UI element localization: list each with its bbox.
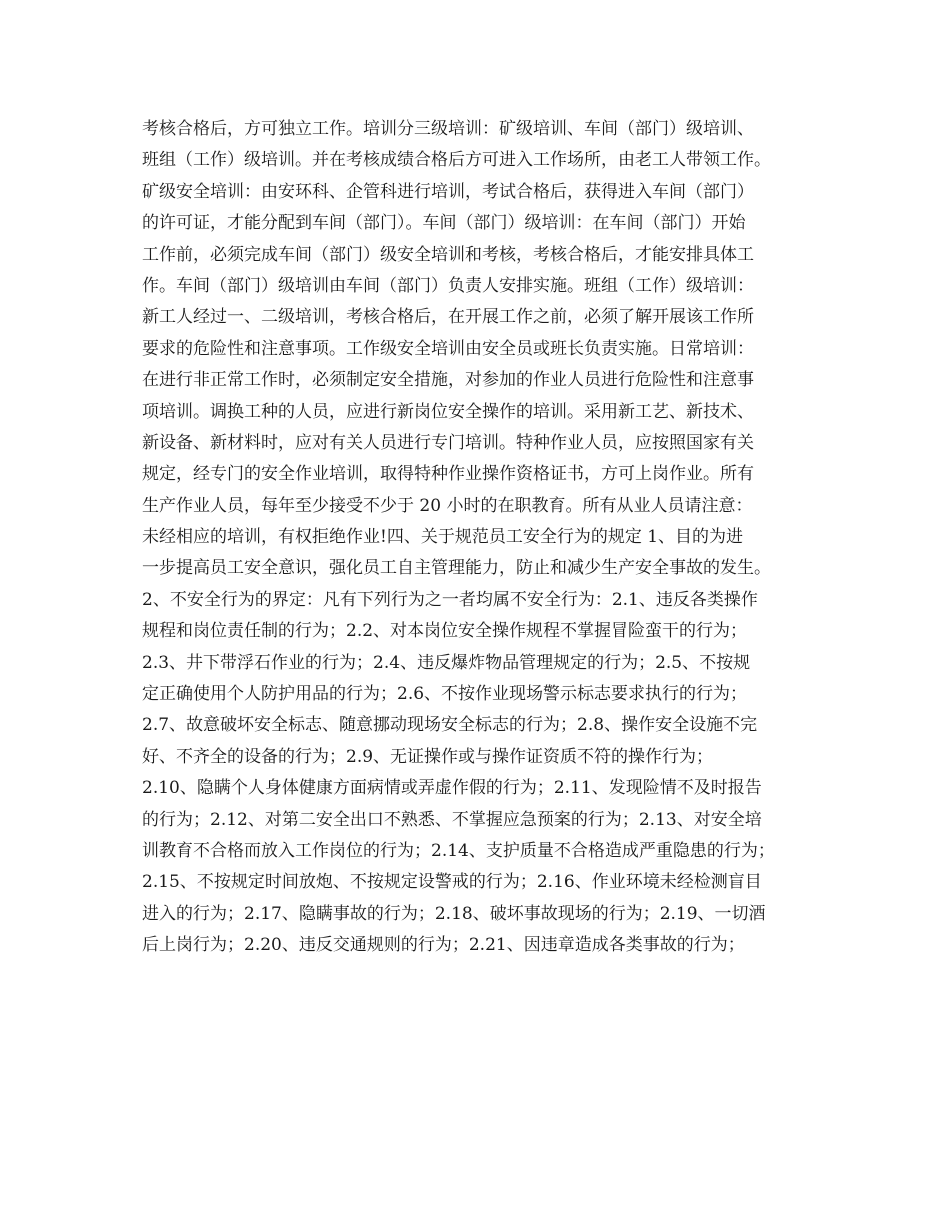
text-line: 考核合格后，方可独立工作。培训分三级培训：矿级培训、车间（部门）级培训、: [142, 119, 754, 139]
text-line: 在进行非正常工作时，必须制定安全措施，对参加的作业人员进行危险性和注意事: [142, 370, 754, 391]
text-line: 新设备、新材料时，应对有关人员进行专门培训。特种作业人员，应按照国家有关: [142, 432, 754, 453]
text-line: 要求的危险性和注意事项。工作级安全培训由安全员或班长负责实施。日常培训：: [142, 338, 754, 359]
text-line: 后上岗行为；2.20、违反交通规则的行为；2.21、因违章造成各类事故的行为；: [142, 935, 745, 956]
text-line: 规定，经专门的安全作业培训，取得特种作业操作资格证书，方可上岗作业。所有: [142, 464, 754, 485]
text-line: 定正确使用个人防护用品的行为；2.6、不按作业现场警示标志要求执行的行为；: [142, 684, 748, 705]
text-line: 训教育不合格而放入工作岗位的行为；2.14、支护质量不合格造成严重隐患的行为；: [142, 840, 775, 861]
text-line: 项培训。调换工种的人员，应进行新岗位安全操作的培训。采用新工艺、新技术、: [142, 401, 754, 422]
text-line: 矿级安全培训：由安环科、企管科进行培训，考试合格后，获得进入车间（部门）: [142, 181, 754, 202]
text-line: 班组（工作）级培训。并在考核成绩合格后方可进入工作场所，由老工人带领工作。: [142, 150, 771, 171]
text-line: 未经相应的培训，有权拒绝作业!四、关于规范员工安全行为的规定 1、目的为进: [142, 527, 744, 548]
text-line: 2.3、井下带浮石作业的行为；2.4、违反爆炸物品管理规定的行为；2.5、不按规: [142, 652, 751, 673]
text-line: 进入的行为；2.17、隐瞒事故的行为；2.18、破坏事故现场的行为；2.19、一切酒: [142, 903, 766, 924]
text-line: 2.10、隐瞒个人身体健康方面病情或弄虚作假的行为；2.11、发现险情不及时报告: [142, 778, 762, 799]
text-line: 规程和岗位责任制的行为；2.2、对本岗位安全操作规程不掌握冒险蛮干的行为；: [142, 621, 748, 642]
text-line: 工作前，必须完成车间（部门）级安全培训和考核，考核合格后，才能安排具体工: [142, 244, 754, 265]
text-line: 新工人经过一、二级培训，考核合格后，在开展工作之前，必须了解开展该工作所: [142, 307, 754, 328]
text-line: 生产作业人员，每年至少接受不少于 20 小时的在职教育。所有从业人员请注意：: [142, 495, 753, 516]
text-line: 2.7、故意破坏安全标志、随意挪动现场安全标志的行为；2.8、操作安全设施不完: [142, 715, 758, 736]
text-line: 2.15、不按规定时间放炮、不按规定设警戒的行为；2.16、作业环境未经检测盲目: [142, 872, 762, 893]
body-text: [142, 114, 832, 962]
text-line: 一步提高员工安全意识，强化员工自主管理能力，防止和减少生产安全事故的发生。: [142, 558, 771, 579]
text-line: 作。车间（部门）级培训由车间（部门）负责人安排实施。班组（工作）级培训：: [142, 275, 754, 296]
text-line: 的许可证，才能分配到车间（部门）。车间（部门）级培训：在车间（部门）开始: [142, 213, 746, 234]
text-line: 的行为；2.12、对第二安全出口不熟悉、不掌握应急预案的行为；2.13、对安全培: [142, 809, 762, 830]
text-line: 好、不齐全的设备的行为；2.9、无证操作或与操作证资质不符的操作行为；: [142, 746, 714, 767]
text-line: 2、不安全行为的界定：凡有下列行为之一者均属不安全行为：2.1、违反各类操作: [142, 589, 758, 610]
